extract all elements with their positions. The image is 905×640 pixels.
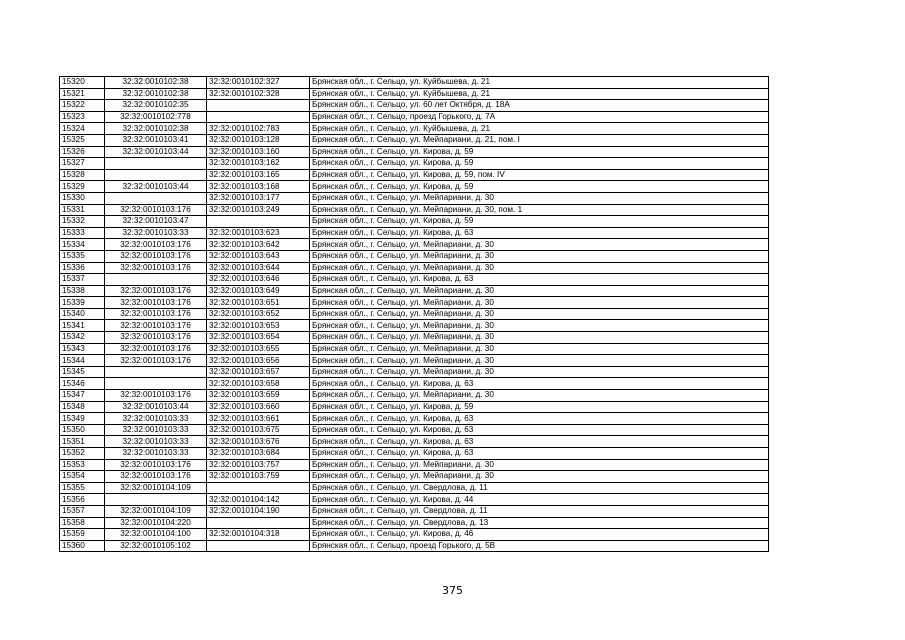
parcel-number-cell: 32:32:0010103:44 bbox=[105, 146, 207, 158]
row-number-cell: 15326 bbox=[60, 146, 105, 158]
address-cell: Брянская обл., г. Сельцо, ул. Мейпариани, д. 30 bbox=[310, 297, 769, 309]
parcel-number-cell: 32:32:0010103:176 bbox=[105, 332, 207, 344]
object-number-cell bbox=[207, 540, 310, 552]
object-number-cell: 32:32:0010103:660 bbox=[207, 401, 310, 413]
row-number-cell: 15325 bbox=[60, 134, 105, 146]
table-row bbox=[60, 262, 769, 274]
parcel-number-cell: 32:32:0010103:176 bbox=[105, 459, 207, 471]
row-number-cell: 15334 bbox=[60, 239, 105, 251]
address-cell: Брянская обл., г. Сельцо, ул. Кирова, д. 59 bbox=[310, 158, 769, 170]
address-cell: Брянская обл., г. Сельцо, ул. Мейпариани, д. 30 bbox=[310, 192, 769, 204]
table-row bbox=[60, 390, 769, 402]
row-number-cell: 15348 bbox=[60, 401, 105, 413]
address-cell: Брянская обл., г. Сельцо, ул. Кирова, д. 63 bbox=[310, 378, 769, 390]
object-number-cell: 32:32:0010103:652 bbox=[207, 308, 310, 320]
row-number-cell: 15333 bbox=[60, 227, 105, 239]
parcel-number-cell: 32:32:0010103:44 bbox=[105, 181, 207, 193]
row-number-cell: 15338 bbox=[60, 285, 105, 297]
parcel-number-cell: 32:32:0010102:38 bbox=[105, 88, 207, 100]
table-row bbox=[60, 227, 769, 239]
address-cell: Брянская обл., г. Сельцо, ул. Кирова, д. 63 bbox=[310, 448, 769, 460]
parcel-number-cell: 32:32:0010103:33 bbox=[105, 413, 207, 425]
address-cell: Брянская обл., г. Сельцо, ул. Мейпариани, д. 30 bbox=[310, 459, 769, 471]
row-number-cell: 15331 bbox=[60, 204, 105, 216]
row-number-cell: 15340 bbox=[60, 308, 105, 320]
table-row bbox=[60, 401, 769, 413]
row-number-cell: 15356 bbox=[60, 494, 105, 506]
row-number-cell: 15351 bbox=[60, 436, 105, 448]
table-row bbox=[60, 494, 769, 506]
object-number-cell bbox=[207, 517, 310, 529]
row-number-cell: 15320 bbox=[60, 77, 105, 89]
row-number-cell: 15328 bbox=[60, 169, 105, 181]
page-number: 375 bbox=[442, 584, 463, 597]
row-number-cell: 15343 bbox=[60, 343, 105, 355]
table-row bbox=[60, 285, 769, 297]
parcel-number-cell bbox=[105, 494, 207, 506]
address-cell: Брянская обл., г. Сельцо, ул. Кирова, д. 63 bbox=[310, 274, 769, 286]
table-row bbox=[60, 482, 769, 494]
address-cell: Брянская обл., г. Сельцо, ул. Кирова, д. 46 bbox=[310, 529, 769, 541]
row-number-cell: 15323 bbox=[60, 111, 105, 123]
parcel-number-cell bbox=[105, 192, 207, 204]
table-row bbox=[60, 239, 769, 251]
table-row bbox=[60, 517, 769, 529]
address-cell: Брянская обл., г. Сельцо, ул. Мейпариани, д. 21, пом. I bbox=[310, 134, 769, 146]
row-number-cell: 15344 bbox=[60, 355, 105, 367]
object-number-cell: 32:32:0010103:656 bbox=[207, 355, 310, 367]
address-cell: Брянская обл., г. Сельцо, ул. Свердлова, д. 11 bbox=[310, 482, 769, 494]
address-cell: Брянская обл., г. Сельцо, ул. Кирова, д. 44 bbox=[310, 494, 769, 506]
parcel-number-cell: 32:32:0010103:41 bbox=[105, 134, 207, 146]
table-row bbox=[60, 77, 769, 89]
object-number-cell: 32:32:0010103:646 bbox=[207, 274, 310, 286]
object-number-cell: 32:32:0010103:649 bbox=[207, 285, 310, 297]
table-row bbox=[60, 192, 769, 204]
address-cell: Брянская обл., г. Сельцо, ул. Мейпариани, д. 30 bbox=[310, 250, 769, 262]
table-row bbox=[60, 297, 769, 309]
table-row bbox=[60, 134, 769, 146]
parcel-number-cell: 32:32:0010105:102 bbox=[105, 540, 207, 552]
object-number-cell: 32:32:0010103:684 bbox=[207, 448, 310, 460]
row-number-cell: 15352 bbox=[60, 448, 105, 460]
parcel-number-cell: 32:32:0010103:176 bbox=[105, 262, 207, 274]
object-number-cell bbox=[207, 111, 310, 123]
parcel-number-cell bbox=[105, 274, 207, 286]
row-number-cell: 15357 bbox=[60, 505, 105, 517]
address-cell: Брянская обл., г. Сельцо, ул. Кирова, д. 63 bbox=[310, 424, 769, 436]
address-cell: Брянская обл., г. Сельцо, ул. Мейпариани, д. 30 bbox=[310, 355, 769, 367]
table-row bbox=[60, 413, 769, 425]
parcel-number-cell: 32:32:0010103:176 bbox=[105, 297, 207, 309]
table-row bbox=[60, 459, 769, 471]
row-number-cell: 15341 bbox=[60, 320, 105, 332]
parcel-number-cell: 32:32:0010103:176 bbox=[105, 343, 207, 355]
row-number-cell: 15330 bbox=[60, 192, 105, 204]
table-row bbox=[60, 169, 769, 181]
row-number-cell: 15354 bbox=[60, 471, 105, 483]
object-number-cell: 32:32:0010103:651 bbox=[207, 297, 310, 309]
table-row bbox=[60, 378, 769, 390]
parcel-number-cell: 32:32:0010104:220 bbox=[105, 517, 207, 529]
address-cell: Брянская обл., г. Сельцо, ул. Кирова, д. 63 bbox=[310, 227, 769, 239]
row-number-cell: 15335 bbox=[60, 250, 105, 262]
row-number-cell: 15353 bbox=[60, 459, 105, 471]
object-number-cell: 32:32:0010104:318 bbox=[207, 529, 310, 541]
parcel-number-cell: 32:32:0010102:778 bbox=[105, 111, 207, 123]
row-number-cell: 15346 bbox=[60, 378, 105, 390]
address-cell: Брянская обл., г. Сельцо, ул. Мейпариани, д. 30 bbox=[310, 390, 769, 402]
parcel-number-cell: 32:32:0010103:176 bbox=[105, 355, 207, 367]
parcel-number-cell: 32:32:0010103:176 bbox=[105, 204, 207, 216]
parcel-number-cell: 32:32:0010103:176 bbox=[105, 285, 207, 297]
address-cell: Брянская обл., г. Сельцо, ул. Мейпариани, д. 30 bbox=[310, 239, 769, 251]
address-cell: Брянская обл., г. Сельцо, ул. Куйбышева, д. 21 bbox=[310, 77, 769, 89]
parcel-number-cell: 32:32:0010102:35 bbox=[105, 100, 207, 112]
row-number-cell: 15349 bbox=[60, 413, 105, 425]
object-number-cell: 32:32:0010102:327 bbox=[207, 77, 310, 89]
parcel-number-cell: 32:32:0010104:109 bbox=[105, 505, 207, 517]
address-cell: Брянская обл., г. Сельцо, ул. Куйбышева, д. 21 bbox=[310, 123, 769, 135]
address-cell: Брянская обл., г. Сельцо, ул. Кирова, д. 63 bbox=[310, 413, 769, 425]
parcel-number-cell: 32:32:0010103:176 bbox=[105, 320, 207, 332]
address-cell: Брянская обл., г. Сельцо, ул. Кирова, д. 59 bbox=[310, 146, 769, 158]
object-number-cell: 32:32:0010103:162 bbox=[207, 158, 310, 170]
parcel-number-cell bbox=[105, 366, 207, 378]
parcel-number-cell: 32:32:0010103:33 bbox=[105, 436, 207, 448]
row-number-cell: 15350 bbox=[60, 424, 105, 436]
object-number-cell: 32:32:0010103:659 bbox=[207, 390, 310, 402]
object-number-cell: 32:32:0010103:249 bbox=[207, 204, 310, 216]
row-number-cell: 15322 bbox=[60, 100, 105, 112]
address-cell: Брянская обл., г. Сельцо, ул. Мейпариани, д. 30 bbox=[310, 262, 769, 274]
table-row bbox=[60, 343, 769, 355]
address-cell: Брянская обл., г. Сельцо, ул. Мейпариани, д. 30 bbox=[310, 366, 769, 378]
table-row bbox=[60, 274, 769, 286]
row-number-cell: 15359 bbox=[60, 529, 105, 541]
table-row bbox=[60, 100, 769, 112]
table-row bbox=[60, 424, 769, 436]
object-number-cell: 32:32:0010102:328 bbox=[207, 88, 310, 100]
table-row bbox=[60, 332, 769, 344]
object-number-cell bbox=[207, 216, 310, 228]
table-row bbox=[60, 123, 769, 135]
table-row bbox=[60, 436, 769, 448]
object-number-cell: 32:32:0010103:642 bbox=[207, 239, 310, 251]
object-number-cell: 32:32:0010104:190 bbox=[207, 505, 310, 517]
object-number-cell: 32:32:0010103:653 bbox=[207, 320, 310, 332]
registry-table-body bbox=[60, 77, 769, 552]
property-registry-table bbox=[59, 76, 769, 552]
table-row bbox=[60, 158, 769, 170]
address-cell: Брянская обл., г. Сельцо, ул. Кирова, д. 59 bbox=[310, 216, 769, 228]
row-number-cell: 15336 bbox=[60, 262, 105, 274]
row-number-cell: 15332 bbox=[60, 216, 105, 228]
object-number-cell: 32:32:0010103:759 bbox=[207, 471, 310, 483]
parcel-number-cell: 32:32:0010103:33 bbox=[105, 448, 207, 460]
object-number-cell: 32:32:0010103:757 bbox=[207, 459, 310, 471]
table-row bbox=[60, 540, 769, 552]
row-number-cell: 15358 bbox=[60, 517, 105, 529]
parcel-number-cell: 32:32:0010103:176 bbox=[105, 239, 207, 251]
parcel-number-cell: 32:32:0010103:33 bbox=[105, 227, 207, 239]
row-number-cell: 15355 bbox=[60, 482, 105, 494]
table-row bbox=[60, 355, 769, 367]
row-number-cell: 15345 bbox=[60, 366, 105, 378]
table-row bbox=[60, 111, 769, 123]
row-number-cell: 15329 bbox=[60, 181, 105, 193]
object-number-cell: 32:32:0010103:658 bbox=[207, 378, 310, 390]
parcel-number-cell: 32:32:0010103:176 bbox=[105, 390, 207, 402]
object-number-cell: 32:32:0010103:676 bbox=[207, 436, 310, 448]
object-number-cell: 32:32:0010103:168 bbox=[207, 181, 310, 193]
address-cell: Брянская обл., г. Сельцо, ул. Кирова, д. 59 bbox=[310, 401, 769, 413]
address-cell: Брянская обл., г. Сельцо, ул. Свердлова, д. 13 bbox=[310, 517, 769, 529]
parcel-number-cell: 32:32:0010102:38 bbox=[105, 77, 207, 89]
object-number-cell: 32:32:0010103:623 bbox=[207, 227, 310, 239]
object-number-cell: 32:32:0010103:128 bbox=[207, 134, 310, 146]
parcel-number-cell bbox=[105, 169, 207, 181]
table-row bbox=[60, 448, 769, 460]
parcel-number-cell: 32:32:0010103:47 bbox=[105, 216, 207, 228]
address-cell: Брянская обл., г. Сельцо, ул. Мейпариани, д. 30, пом. 1 bbox=[310, 204, 769, 216]
object-number-cell: 32:32:0010103:644 bbox=[207, 262, 310, 274]
address-cell: Брянская обл., г. Сельцо, ул. Свердлова, д. 11 bbox=[310, 505, 769, 517]
row-number-cell: 15337 bbox=[60, 274, 105, 286]
parcel-number-cell bbox=[105, 158, 207, 170]
address-cell: Брянская обл., г. Сельцо, ул. 60 лет Октября, д. 18А bbox=[310, 100, 769, 112]
address-cell: Брянская обл., г. Сельцо, ул. Куйбышева, д. 21 bbox=[310, 88, 769, 100]
address-cell: Брянская обл., г. Сельцо, ул. Мейпариани, д. 30 bbox=[310, 471, 769, 483]
object-number-cell: 32:32:0010102:783 bbox=[207, 123, 310, 135]
table-row bbox=[60, 88, 769, 100]
table-row bbox=[60, 366, 769, 378]
object-number-cell: 32:32:0010103:657 bbox=[207, 366, 310, 378]
address-cell: Брянская обл., г. Сельцо, ул. Мейпариани, д. 30 bbox=[310, 320, 769, 332]
parcel-number-cell: 32:32:0010102:38 bbox=[105, 123, 207, 135]
row-number-cell: 15347 bbox=[60, 390, 105, 402]
address-cell: Брянская обл., г. Сельцо, проезд Горького, д. 7А bbox=[310, 111, 769, 123]
table-row bbox=[60, 250, 769, 262]
address-cell: Брянская обл., г. Сельцо, ул. Мейпариани, д. 30 bbox=[310, 343, 769, 355]
address-cell: Брянская обл., г. Сельцо, ул. Кирова, д. 59 bbox=[310, 181, 769, 193]
table-row bbox=[60, 529, 769, 541]
object-number-cell bbox=[207, 100, 310, 112]
object-number-cell: 32:32:0010104:142 bbox=[207, 494, 310, 506]
object-number-cell: 32:32:0010103:165 bbox=[207, 169, 310, 181]
object-number-cell: 32:32:0010103:661 bbox=[207, 413, 310, 425]
row-number-cell: 15360 bbox=[60, 540, 105, 552]
object-number-cell: 32:32:0010103:177 bbox=[207, 192, 310, 204]
object-number-cell: 32:32:0010103:160 bbox=[207, 146, 310, 158]
parcel-number-cell bbox=[105, 378, 207, 390]
object-number-cell: 32:32:0010103:675 bbox=[207, 424, 310, 436]
table-row bbox=[60, 505, 769, 517]
parcel-number-cell: 32:32:0010103:33 bbox=[105, 424, 207, 436]
parcel-number-cell: 32:32:0010103:176 bbox=[105, 308, 207, 320]
object-number-cell bbox=[207, 482, 310, 494]
parcel-number-cell: 32:32:0010103:176 bbox=[105, 250, 207, 262]
row-number-cell: 15342 bbox=[60, 332, 105, 344]
parcel-number-cell: 32:32:0010104:109 bbox=[105, 482, 207, 494]
row-number-cell: 15321 bbox=[60, 88, 105, 100]
address-cell: Брянская обл., г. Сельцо, проезд Горького, д. 5В bbox=[310, 540, 769, 552]
row-number-cell: 15324 bbox=[60, 123, 105, 135]
table-row bbox=[60, 320, 769, 332]
table-row bbox=[60, 204, 769, 216]
address-cell: Брянская обл., г. Сельцо, ул. Мейпариани, д. 30 bbox=[310, 308, 769, 320]
object-number-cell: 32:32:0010103:655 bbox=[207, 343, 310, 355]
table-row bbox=[60, 471, 769, 483]
table-row bbox=[60, 308, 769, 320]
parcel-number-cell: 32:32:0010103:44 bbox=[105, 401, 207, 413]
address-cell: Брянская обл., г. Сельцо, ул. Кирова, д. 63 bbox=[310, 436, 769, 448]
address-cell: Брянская обл., г. Сельцо, ул. Мейпариани, д. 30 bbox=[310, 332, 769, 344]
parcel-number-cell: 32:32:0010103:176 bbox=[105, 471, 207, 483]
table-row bbox=[60, 216, 769, 228]
object-number-cell: 32:32:0010103:654 bbox=[207, 332, 310, 344]
table-row bbox=[60, 181, 769, 193]
row-number-cell: 15327 bbox=[60, 158, 105, 170]
address-cell: Брянская обл., г. Сельцо, ул. Кирова, д. 59, пом. IV bbox=[310, 169, 769, 181]
row-number-cell: 15339 bbox=[60, 297, 105, 309]
parcel-number-cell: 32:32:0010104:100 bbox=[105, 529, 207, 541]
object-number-cell: 32:32:0010103:643 bbox=[207, 250, 310, 262]
table-row bbox=[60, 146, 769, 158]
address-cell: Брянская обл., г. Сельцо, ул. Мейпариани, д. 30 bbox=[310, 285, 769, 297]
